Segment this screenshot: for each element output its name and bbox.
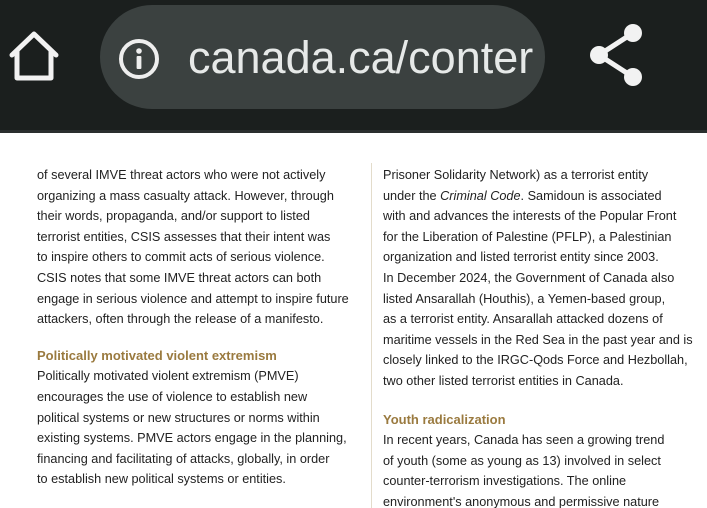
body-line: environment's anonymous and permissive nature [383, 494, 660, 508]
body-line: their words, propaganda, and/or support to listed [37, 209, 310, 224]
home-icon[interactable] [6, 28, 62, 84]
body-line: maritime vessels in the Red Sea in the past year and is [383, 332, 693, 347]
criminal-code-title: Criminal Code [440, 188, 521, 203]
body-line: to inspire others to commit acts of serious violence. [37, 250, 325, 265]
body-line: CSIS notes that some IMVE threat actors can both [37, 270, 322, 285]
url-text: canada.ca/conter [188, 32, 534, 83]
body-line: two other listed terrorist entities in Canada. [383, 373, 624, 388]
body-line-criminal-code [383, 186, 701, 207]
body-text: under the [383, 188, 441, 203]
body-line: engage in serious violence and attempt to inspire future [37, 291, 349, 306]
body-line: with and advances the interests of the Popular Front [383, 209, 677, 224]
body-line: listed Ansarallah (Houthis), a Yemen-based group, [383, 291, 666, 306]
body-line: terrorist entities, CSIS assesses that their intent was [37, 229, 331, 244]
body-line: Politically motivated violent extremism (PMVE) [37, 369, 299, 384]
body-line: existing systems. PMVE actors engage in the planning, [37, 431, 347, 446]
body-line: counter-terrorism investigations. The online [383, 474, 627, 489]
address-bar[interactable] [100, 5, 545, 109]
body-line: of several IMVE threat actors who were not actively [37, 168, 326, 182]
right-column [383, 165, 701, 508]
section-heading-pmve: Politically motivated violent extremism [37, 347, 277, 363]
column-divider [371, 163, 372, 508]
body-line: attackers, often through the release of a manifesto. [37, 312, 324, 327]
body-line: organizing a mass casualty attack. However, through [37, 188, 334, 203]
section-heading-youth: Youth radicalization [383, 411, 506, 427]
browser-toolbar [0, 0, 707, 130]
paragraph-gap [37, 330, 362, 346]
body-line: In December 2024, the Government of Canada also [383, 270, 675, 285]
body-line: encourages the use of violence to establish new [37, 389, 308, 404]
body-line: as a terrorist entity. Ansarallah attacked dozens of [383, 312, 663, 327]
body-line: for the Liberation of Palestine (PFLP), a Palestinian [383, 229, 672, 244]
body-line: of youth (some as young as 13) involved in select [383, 453, 661, 468]
body-line: closely linked to the IRGC-Qods Force and Hezbollah, [383, 353, 688, 368]
paragraph-gap [383, 392, 701, 410]
body-text: . Samidoun is associated [520, 188, 662, 203]
page-content[interactable] [0, 133, 707, 508]
body-line: organization and listed terrorist entity since 2003. [383, 250, 659, 265]
left-column [37, 165, 362, 490]
info-icon[interactable] [118, 38, 160, 80]
body-line: political systems or new structures or norms within [37, 410, 320, 425]
body-line: to establish new political systems or entities. [37, 472, 286, 487]
body-line: Prisoner Solidarity Network) as a terrorist entity [383, 168, 649, 182]
share-icon[interactable] [586, 22, 646, 88]
body-line: financing and facilitating of attacks, globally, in order [37, 451, 330, 466]
body-line: In recent years, Canada has seen a growing trend [383, 433, 665, 448]
